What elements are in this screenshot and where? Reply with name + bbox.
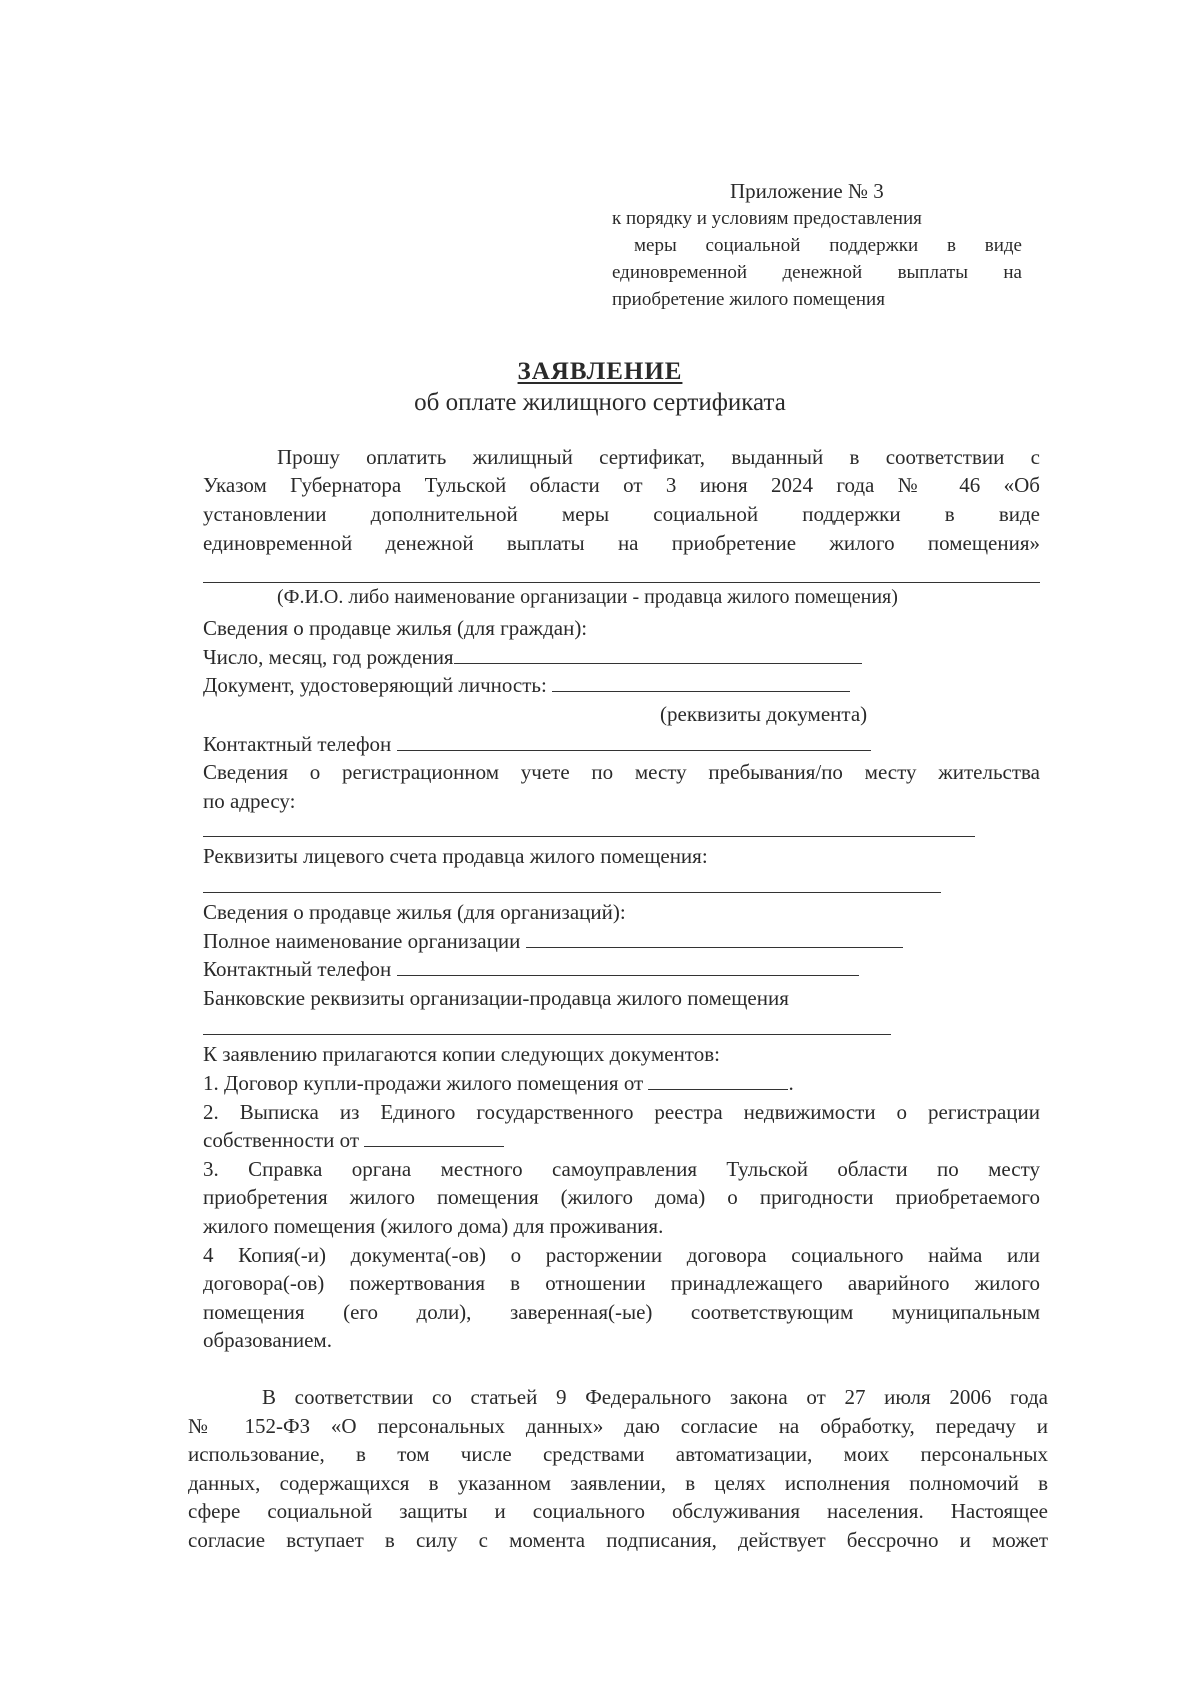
attachment-2-date-field[interactable] — [364, 1126, 504, 1147]
identity-doc-field[interactable] — [552, 671, 850, 692]
document-subtitle: об оплате жилищного сертификата — [414, 389, 786, 416]
attachment-1-date-field[interactable] — [648, 1069, 788, 1090]
birth-date-row — [203, 643, 1040, 671]
request-line-1: Прошу оплатить жилищный сертификат, выданный в соответствии с — [277, 445, 1040, 469]
attachment-4-line-4: образованием. — [203, 1328, 332, 1352]
attachment-4-line-2: договора(-ов) пожертвования в отношении принадлежащего аварийного жилого — [203, 1271, 1040, 1295]
org-phone-label: Контактный телефон — [203, 957, 392, 981]
birth-date-label: Число, месяц, год рождения — [203, 645, 454, 669]
org-phone-row — [203, 955, 1040, 983]
org-name-field[interactable] — [526, 927, 903, 948]
attachment-1-end: . — [788, 1071, 794, 1095]
appendix-header — [612, 178, 1022, 313]
organization-heading: Сведения о продавце жилья (для организаций): — [203, 900, 626, 924]
consent-line-3: использование, в том числе средствами автоматизации, моих персональных — [188, 1442, 1048, 1466]
org-name-label: Полное наименование организации — [203, 929, 521, 953]
citizen-phone-row — [203, 730, 1040, 758]
attachment-2-line-2: собственности от — [203, 1128, 360, 1152]
consent-line-6: согласие вступает в силу с момента подписания, действует бессрочно и может — [188, 1528, 1048, 1552]
consent-line-4: данных, содержащихся в указанном заявлении, в целях исполнения полномочий в — [188, 1471, 1048, 1495]
appendix-number: Приложение № 3 — [730, 179, 884, 203]
attachment-item-1 — [203, 1069, 1040, 1097]
seller-caption: (Ф.И.О. либо наименование организации - продавца жилого помещения) — [277, 586, 898, 608]
registration-address-field[interactable] — [203, 836, 975, 837]
attachment-2-line-2-row — [203, 1126, 1040, 1154]
appendix-line-1: к порядку и условиям предоставления — [612, 208, 922, 229]
attachment-3-line-2: приобретения жилого помещения (жилого дома) о пригодности приобретаемого — [203, 1185, 1040, 1209]
registration-line-2: по адресу: — [203, 789, 296, 813]
birth-date-field[interactable] — [454, 643, 862, 664]
request-line-3: установлении дополнительной меры социальной поддержки в виде — [203, 502, 1040, 526]
org-phone-field[interactable] — [397, 955, 859, 976]
attachment-1-label: 1. Договор купли-продажи жилого помещения от — [203, 1071, 644, 1095]
document-title: ЗАЯВЛЕНИЕ — [517, 358, 683, 385]
request-line-2: Указом Губернатора Тульской области от 3 июня 2024 года № 46 «Об — [203, 473, 1040, 497]
attachment-3-line-1: 3. Справка органа местного самоуправления Тульской области по месту — [203, 1157, 1040, 1181]
request-line-4: единовременной денежной выплаты на приобретение жилого помещения» — [203, 531, 1040, 555]
appendix-line-4: приобретение жилого помещения — [612, 289, 885, 310]
citizen-phone-label: Контактный телефон — [203, 732, 392, 756]
identity-doc-label: Документ, удостоверяющий личность: — [203, 673, 547, 697]
citizen-heading: Сведения о продавце жилья (для граждан): — [203, 616, 588, 640]
account-label: Реквизиты лицевого счета продавца жилого помещения: — [203, 844, 708, 868]
consent-line-5: сфере социальной защиты и социального обслуживания населения. Настоящее — [188, 1499, 1048, 1523]
org-name-row — [203, 927, 1040, 955]
appendix-line-2: меры социальной поддержки в виде — [634, 235, 1022, 256]
registration-line-1: Сведения о регистрационном учете по месту пребывания/по месту жительства — [203, 760, 1040, 784]
citizen-phone-field[interactable] — [397, 730, 871, 751]
attachment-4-line-3: помещения (его доли), заверенная(-ые) соответствующим муниципальным — [203, 1300, 1040, 1324]
bank-label: Банковские реквизиты организации-продавца жилого помещения — [203, 986, 789, 1010]
attachments-heading: К заявлению прилагаются копии следующих документов: — [203, 1042, 720, 1066]
consent-line-1: В соответствии со статьей 9 Федерального закона от 27 июля 2006 года — [262, 1385, 1048, 1409]
identity-doc-row — [203, 671, 1040, 699]
attachment-3-line-3: жилого помещения (жилого дома) для проживания. — [203, 1214, 664, 1238]
bank-field[interactable] — [203, 1034, 891, 1035]
consent-line-2: № 152-ФЗ «О персональных данных» даю согласие на обработку, передачу и — [188, 1414, 1048, 1438]
appendix-line-3: единовременной денежной выплаты на — [612, 262, 1022, 283]
doc-caption: (реквизиты документа) — [660, 702, 868, 726]
seller-name-field[interactable] — [203, 582, 1040, 583]
account-field[interactable] — [203, 892, 941, 893]
attachment-4-line-1: 4 Копия(-и) документа(-ов) о расторжении договора социального найма или — [203, 1243, 1040, 1267]
attachment-2-line-1: 2. Выписка из Единого государственного реестра недвижимости о регистрации — [203, 1100, 1040, 1124]
